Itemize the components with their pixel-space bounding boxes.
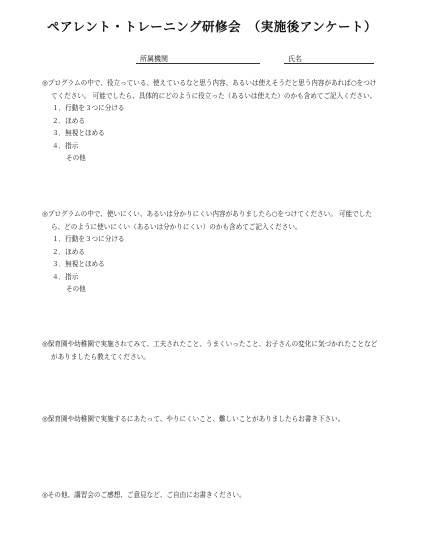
question-2-options <box>42 233 378 296</box>
option-item[interactable]: ４．指示 <box>52 272 79 281</box>
question-4-text: ◎保育園や幼稚園で実施するにあたって、やりにくいこと、難しいことがありましたらお書き下さい。 <box>42 415 345 423</box>
option-item[interactable]: １．行動を３つに分ける <box>52 104 125 112</box>
page-title: ペアレント・トレーニング研修会 （実施後アンケート） <box>47 19 377 34</box>
option-item-other[interactable]: その他 <box>66 285 86 293</box>
question-1-options <box>42 102 378 165</box>
option-item[interactable]: ２．ほめる <box>52 116 85 125</box>
question-5-text: ◎その他、講習会のご感想、ご意見など、ご自由にお書きください。 <box>42 491 246 499</box>
question-1-text: ◎プログラムの中で、役立っている、使えているなと思う内容、あるいは使えそうだと思う内容があれば○をつけてください。 可能でしたら、具体的にどのように役立った（あるいは使えた）のかも含めてご記入ください。 <box>42 79 377 100</box>
question-3 <box>42 338 378 363</box>
option-item-other[interactable]: その他 <box>66 154 86 162</box>
name-label: 氏名 <box>288 55 302 63</box>
question-4 <box>42 413 378 426</box>
option-item[interactable]: １．行動を３つに分ける <box>52 235 125 243</box>
question-2 <box>42 208 378 296</box>
name-line[interactable] <box>284 63 374 64</box>
option-item[interactable]: ４．指示 <box>52 141 79 150</box>
option-item[interactable]: ３．無視とほめる <box>52 129 105 137</box>
option-item[interactable]: ３．無視とほめる <box>52 260 105 268</box>
option-item[interactable]: ２．ほめる <box>52 247 85 256</box>
question-2-text: ◎プログラムの中で、使いにくい、あるいは分かりにくい内容がありましたら○をつけてください。 可能でしたら、どのように使いにくい（あるいは分かりにくい）のかも含めてご記入ください。 <box>42 210 372 231</box>
question-1 <box>42 77 378 165</box>
affiliation-label: 所属機関 <box>140 55 168 63</box>
question-3-text: ◎保育園や幼稚園で実施されてみて、工夫されたこと、うまくいったこと、お子さんの変化に気づかれたことなどがありましたら教えてください。 <box>42 340 378 361</box>
affiliation-line[interactable] <box>136 63 260 64</box>
question-5 <box>42 489 378 502</box>
respondent-fields <box>136 54 374 68</box>
